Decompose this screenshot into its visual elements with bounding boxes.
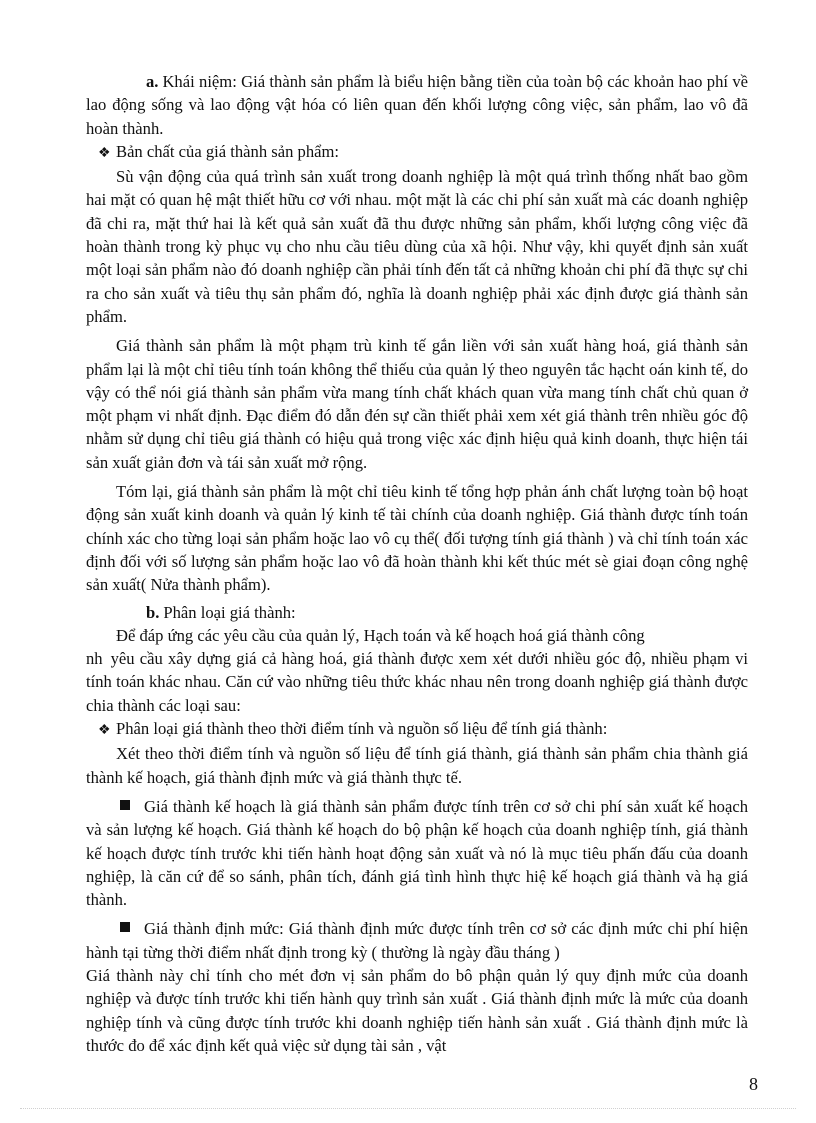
document-page <box>86 70 748 1057</box>
definition-paragraph <box>86 70 748 140</box>
footer-divider <box>20 1108 796 1109</box>
classification-heading <box>86 601 748 624</box>
nature-paragraph-1: Sù vận động của quá trình sản xuất trong doanh nghiệp là một quá trình thống nhất bao gồm hai mặt có quan hệ mật thiết hữu cơ với nhau. một mặt là các chi phí sản xuất mà các doanh nghiệp đã chi ra, mặt thứ hai là kết quả sản xuất đã thu được những sản phẩm, khối lượng công việc đã hoàn thành trong kỳ phục vụ cho nhu cầu tiêu dùng của xã hội. Như vậy, khi quyết định sản xuất một loại sản phẩm nào đó doanh nghiệp cần phải tính đến tất cả những khoản chi phí đã thực sự chi ra cho sản xuất và tiêu thụ sản phẩm đó, nghĩa là doanh nghiệp phải xác định được giá thành sản phẩm. <box>86 167 748 326</box>
classify-heading <box>86 717 748 742</box>
classification-paragraph-line1: Để đáp ứng các yêu cầu của quản lý, Hạch toán và kế hoạch hoá giá thành công <box>116 625 645 645</box>
definition-text: Khái niệm: Giá thành sản phẩm là biểu hiện bằng tiền của toàn bộ các khoản hao phí về lao động sống và lao động vật hóa có liên quan đến khối lượng công việc, sản phẩm, lao vô đã hoàn thành. <box>86 72 748 138</box>
square-bullet-icon <box>120 922 130 932</box>
classification-prefix: nh <box>86 649 103 669</box>
classify-heading-text: Phân loại giá thành theo thời điểm tính và nguồn số liệu để tính giá thành: <box>116 719 608 739</box>
classify-paragraph: Xét theo thời điểm tính và nguồn số liệu để tính giá thành, giá thành sản phẩm chia thành giá thành kế hoạch, giá thành định mức và giá thành thực tế. <box>86 744 748 787</box>
classification-heading-text: Phân loại giá thành: <box>163 602 296 622</box>
page-number: 8 <box>749 1074 758 1094</box>
square-bullet-icon <box>120 800 130 810</box>
section-b-label: b. <box>146 602 160 622</box>
nature-heading <box>86 140 748 165</box>
nature-heading-text: Bản chất của giá thành sản phẩm: <box>116 141 340 161</box>
nature-paragraph-3: Tóm lại, giá thành sản phẩm là một chỉ tiêu kinh tế tổng hợp phản ánh chất lượng toàn bộ hoạt động sản xuất kinh doanh và quản lý kinh tế tài chính của doanh nghiệp. Giá thành được tính toán chính xác cho từng loại sản phẩm hoặc lao vô cụ thể( đối tượng tính giá thành ) và chỉ tính toán xác định đối với số lượng sản phẩm hoặc lao vô đã hoàn thành khi kết thúc mét sè giai đoạn công nghệ sản xuất( Nửa thành phẩm). <box>86 482 748 595</box>
bullet-standard-cost-text: Giá thành định mức: Giá thành định mức được tính trên cơ sở các định mức chi phí hiện hành tại từng thời điểm nhất định trong kỳ ( thường là ngày đầu tháng ) <box>86 919 748 962</box>
section-a-label: a. <box>146 72 159 91</box>
diamond-bullet-icon: ❖ <box>98 723 111 739</box>
bullet-standard-cost <box>86 917 748 964</box>
bullet-planned-cost-text: Giá thành kế hoạch là giá thành sản phẩm được tính trên cơ sở chi phí sản xuất kế hoạch và sản lượng kế hoạch. Giá thành kế hoạch do bộ phận kế hoạch của doanh nghiệp tính, giá thành kế hoạch được tính trước khi tiến hành hoạt động sản xuất và nó là mục tiêu phấn đấu của doanh nghiệp, là căn cứ để so sánh, phân tích, đánh giá tình hình thực hiệ kế hoạch giá thành và hạ giá thành. <box>86 796 748 910</box>
bullet-planned-cost <box>86 795 748 911</box>
nature-paragraph-2: Giá thành sản phẩm là một phạm trù kinh tế gắn liền với sản xuất hàng hoá, giá thành sản phẩm lại là một chỉ tiêu tính toán không thể thiếu của quản lý theo nguyên tắc hạcht oán kinh tế, do vậy có thể nói giá thành sản phẩm vừa mang tính chất khách quan vừa mang tính chất chủ quan ở một phạm vi nhất định. Đạc điểm đó dẫn đén sự cần thiết phải xem xét giá thành trên nhiều góc độ nhằm sử dụng chỉ tiêu giá thành có hiệu quả trong việc xác định hiệu quả kinh doanh, thực hiện tái sản xuất giản đơn và tái sản xuất mở rộng. <box>86 336 748 472</box>
standard-cost-paragraph: Giá thành này chỉ tính cho mét đơn vị sản phẩm do bô phận quản lý quy định mức của doanh nghiệp và được tính trước khi tiến hành quy trình sản xuất . Giá thành định mức là mức của doanh nghiệp tính và cũng được tính trước khi doanh nghiệp tiến hành sản xuất . Giá thành định mức là thước đo để xác định kết quả việc sử dụng tài sản , vật <box>86 965 748 1055</box>
classification-text: yêu cầu xây dựng giá cả hàng hoá, giá thành được xem xét dưới nhiều góc độ, nhiều phạm vi tính toán khác nhau. Căn cứ vào những tiêu thức khác nhau nên trong doanh nghiệp giá thành được chia thành các loại sau: <box>86 649 748 715</box>
classification-paragraph-rest <box>86 647 748 717</box>
diamond-bullet-icon: ❖ <box>98 145 111 161</box>
